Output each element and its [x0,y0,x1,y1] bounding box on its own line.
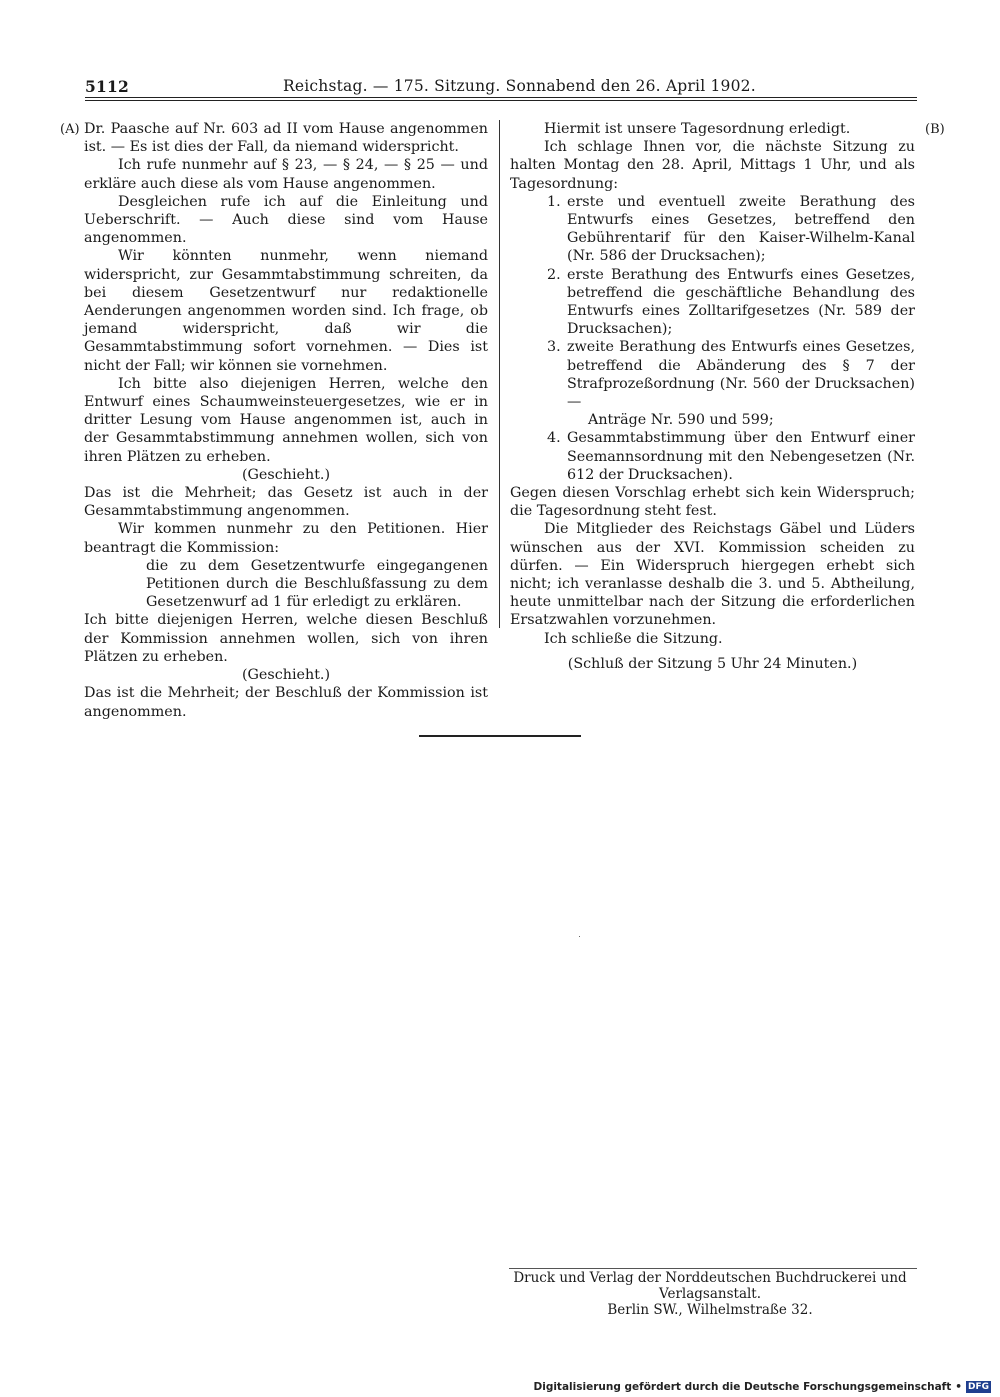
paragraph: Ich schlage Ihnen vor, die nächste Sitzung zu halten Montag den 28. April, Mittags 1 Uhr, und als Tagesordnung: [510,139,915,192]
agenda-subitem: Anträge Nr. 590 und 599; [588,412,774,429]
right-column [510,120,915,673]
agenda-item [547,338,915,411]
paragraph: Dr. Paasche auf Nr. 603 ad II vom Hause angenommen ist. — Es ist dies der Fall, da niemand widerspricht. [84,121,488,156]
agenda-number: 2. [547,266,561,283]
agenda-text: zweite Berathung des Entwurfs eines Gesetzes, betreffend die Abänderung des § 7 der Strafprozeßordnung (Nr. 560 der Drucksachen) — [567,339,915,411]
margin-mark-b: (B) [925,122,945,137]
dfg-logo-icon: DFG [967,1382,989,1392]
paragraph: Die Mitglieder des Reichstags Gäbel und Lüders wünschen aus der XVI. Kommission scheiden zu dürfen. — Ein Widerspruch hiergegen erhebt sich nicht; ich veranlasse deshalb die 3. und 5. Abtheilung, heute unmittelbar nach der Sitzung die erforderlichen Ersatzwahlen vorzunehmen. [510,521,915,629]
agenda-item [547,266,915,339]
margin-mark-a: (A) [60,122,80,137]
stage-direction: (Geschieht.) [241,466,331,483]
header-bar [85,77,917,97]
column-divider [499,120,500,628]
header-rule [85,97,917,98]
imprint-line: Berlin SW., Wilhelmstraße 32. [607,1302,813,1318]
agenda-item [547,193,915,266]
paragraph: Hiermit ist unsere Tagesordnung erledigt. [544,121,851,137]
agenda-number: 1. [547,193,561,210]
printer-imprint [500,1270,920,1318]
paragraph: Ich bitte diejenigen Herren, welche diesen Beschluß der Kommission annehmen wollen, sich von ihren Plätzen zu erheben. [84,612,488,665]
paragraph: Ich bitte also diejenigen Herren, welche den Entwurf eines Schaumweinsteuergesetzes, wie er in dritter Lesung vom Hause angenommen ist, auch in der Gesammtabstimmung annehmen wollen, sich von ihren Plätzen zu erheben. [84,375,488,465]
page-number: 5112 [85,77,129,96]
agenda-text: erste Berathung des Entwurfs eines Gesetzes, betreffend die geschäftliche Behandlung des Entwurfs eines Zolltarifgesetzes (Nr. 589 der Drucksachen); [567,266,915,338]
paragraph: Gegen diesen Vorschlag erhebt sich kein Widerspruch; die Tagesordnung steht fest. [510,485,915,520]
session-close-note: (Schluß der Sitzung 5 Uhr 24 Minuten.) [567,655,858,672]
paragraph: Ich rufe nunmehr auf § 23, — § 24, — § 25 — und erkläre auch diese als vom Hause angenommen. [84,157,488,192]
paragraph: Wir könnten nunmehr, wenn niemand widerspricht, zur Gesammtabstimmung schreiten, da bei diesem Gesetzentwurf nur redaktionelle Aenderungen angenommen worden sind. Ich frage, ob jemand widerspricht, daß wir die Gesammtabstimmung sofort vornehmen. — Dies ist nicht der Fall; wir können sie vornehmen. [84,248,488,374]
paragraph: Desgleichen rufe ich auf die Einleitung und Ueberschrift. — Auch diese sind vom Hause angenommen. [84,193,488,247]
header-rule-double [85,100,917,101]
funding-note: Digitalisierung gefördert durch die Deutsche Forschungsgemeinschaft [533,1381,952,1393]
agenda-item [547,429,915,484]
running-title: Reichstag. — 175. Sitzung. Sonnabend den 26. April 1902. [283,77,756,95]
digitization-footer: Digitalisierung gefördert durch die Deutsche Forschungsgemeinschaft • DFG [533,1381,989,1393]
motion-quote: die zu dem Gesetzentwurfe eingegangenen Petitionen durch die Beschlußfassung zu dem Gesetzenwurf ad 1 für erledigt zu erklären. [146,557,488,611]
agenda-number: 4. [547,430,561,447]
left-column [84,120,488,721]
imprint-line: Druck und Verlag der Norddeutschen Buchdruckerei und Verlagsanstalt. [513,1270,907,1302]
agenda-text: erste und eventuell zweite Berathung des Entwurfs eines Gesetzes, betreffend den Gebührentarif für den Kaiser-Wilhelm-Kanal (Nr. 586 der Drucksachen); [567,193,915,265]
scan-speck [579,936,580,937]
stage-direction: (Geschieht.) [241,667,331,684]
paragraph: Das ist die Mehrheit; der Beschluß der Kommission ist angenommen. [84,685,488,720]
paragraph: Das ist die Mehrheit; das Gesetz ist auch in der Gesammtabstimmung angenommen. [84,485,488,520]
paragraph: Ich schließe die Sitzung. [544,630,723,647]
imprint-rule [509,1268,917,1269]
section-end-rule [419,735,581,737]
agenda-list [510,193,915,484]
agenda-text: Gesammtabstimmung über den Entwurf einer Seemannsordnung mit den Nebengesetzen (Nr. 612 der Drucksachen). [567,430,915,483]
paragraph: Wir kommen nunmehr zu den Petitionen. Hier beantragt die Kommission: [84,521,488,556]
agenda-number: 3. [547,339,561,356]
